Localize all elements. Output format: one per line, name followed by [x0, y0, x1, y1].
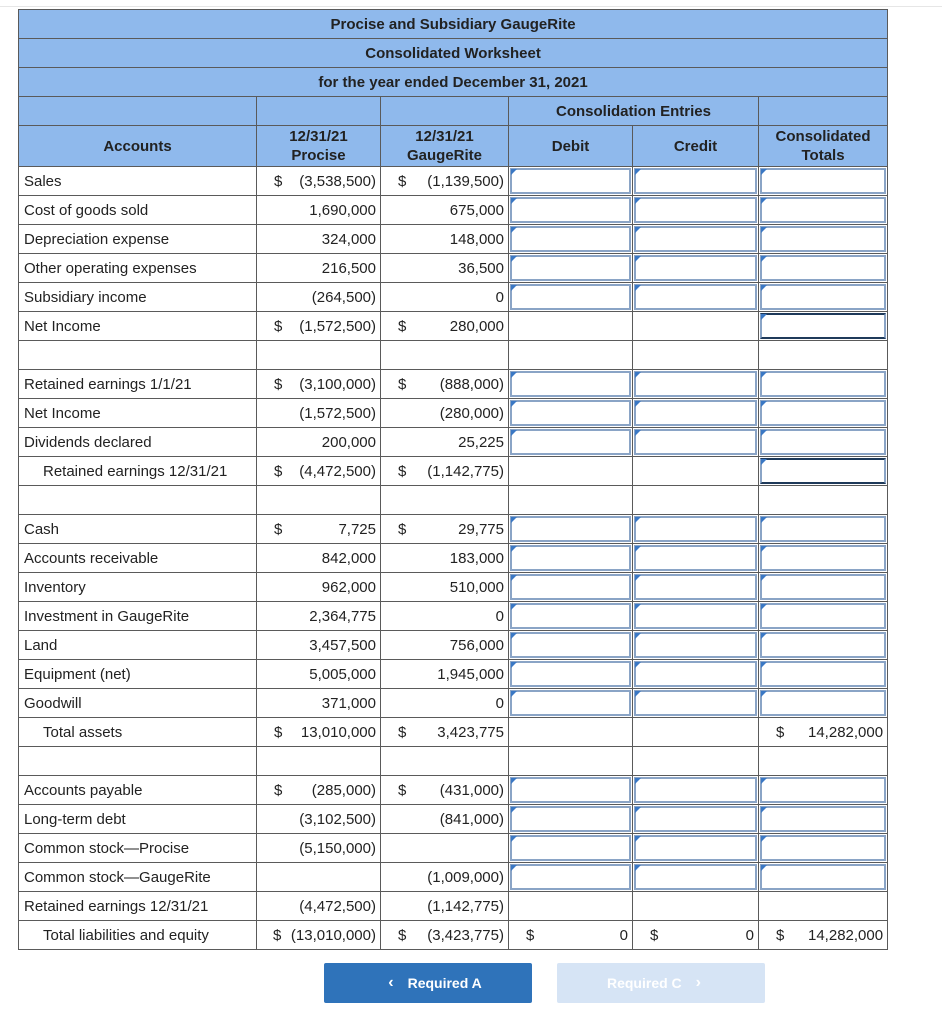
debit-cell — [509, 892, 633, 921]
entry-flag-icon — [635, 865, 641, 871]
entry-flag-icon — [511, 372, 517, 378]
dollar-sign: $ — [274, 723, 283, 741]
entry-flag-icon — [761, 285, 767, 291]
gaugerite-amount: (431,000) — [439, 781, 504, 799]
account-label: Other operating expenses — [19, 254, 257, 283]
entry-flag-icon — [511, 430, 517, 436]
procise-value: (4,472,500) — [257, 892, 381, 921]
entry-flag-icon — [635, 633, 641, 639]
gaugerite-amount: 29,775 — [458, 520, 504, 538]
gaugerite-value: (1,009,000) — [381, 863, 509, 892]
consolidated-amount: 14,282,000 — [808, 723, 884, 741]
entry-flag-icon — [761, 314, 767, 320]
procise-value: 842,000 — [257, 544, 381, 573]
dollar-sign: $ — [274, 520, 283, 538]
gaugerite-value — [381, 718, 509, 747]
gaugerite-value: 1,945,000 — [381, 660, 509, 689]
worksheet-title-name: Consolidated Worksheet — [19, 39, 888, 68]
consolidated-input[interactable] — [759, 457, 888, 486]
dollar-sign: $ — [526, 926, 535, 944]
credit-input[interactable] — [633, 254, 759, 283]
procise-value: 200,000 — [257, 428, 381, 457]
header-accounts: Accounts — [19, 126, 257, 167]
account-label: Land — [19, 631, 257, 660]
entry-flag-icon — [511, 604, 517, 610]
debit-input[interactable] — [509, 167, 633, 196]
table-row — [19, 225, 888, 254]
entry-flag-icon — [511, 169, 517, 175]
entry-flag-icon — [635, 227, 641, 233]
entry-flag-icon — [761, 778, 767, 784]
entry-flag-icon — [761, 836, 767, 842]
header-consolidation-entries: Consolidation Entries — [509, 97, 759, 126]
header-consolidated-totals — [759, 126, 888, 167]
account-label: Net Income — [19, 399, 257, 428]
account-label: Accounts payable — [19, 776, 257, 805]
entry-flag-icon — [511, 285, 517, 291]
gaugerite-value: (841,000) — [381, 805, 509, 834]
credit-cell — [633, 312, 759, 341]
gaugerite-value: 675,000 — [381, 196, 509, 225]
entry-flag-icon — [511, 807, 517, 813]
table-row — [19, 718, 888, 747]
account-label: Goodwill — [19, 689, 257, 718]
entry-flag-icon — [761, 430, 767, 436]
entry-flag-icon — [635, 836, 641, 842]
header-gaugerite-date: 12/31/21 — [415, 128, 474, 145]
debit-input[interactable] — [509, 863, 633, 892]
dollar-sign: $ — [398, 375, 407, 393]
table-row — [19, 515, 888, 544]
dollar-sign: $ — [274, 172, 283, 190]
worksheet-title-company: Procise and Subsidiary GaugeRite — [19, 10, 888, 39]
entry-flag-icon — [511, 401, 517, 407]
entry-flag-icon — [761, 807, 767, 813]
credit-total-amount: 0 — [745, 926, 754, 944]
account-label: Dividends declared — [19, 428, 257, 457]
debit-input[interactable] — [509, 805, 633, 834]
consolidated-value — [759, 921, 888, 950]
spacer-row — [19, 341, 888, 370]
procise-amount: (3,100,000) — [299, 375, 376, 393]
table-row — [19, 283, 888, 312]
header-procise-date: 12/31/21 — [289, 128, 348, 145]
table-row — [19, 660, 888, 689]
required-a-label: Required A — [407, 975, 482, 991]
procise-value: (1,572,500) — [257, 399, 381, 428]
dollar-sign: $ — [776, 723, 785, 741]
debit-input[interactable] — [509, 834, 633, 863]
table-row — [19, 573, 888, 602]
dollar-sign: $ — [398, 520, 407, 538]
entry-flag-icon — [761, 198, 767, 204]
procise-value — [257, 776, 381, 805]
debit-input[interactable] — [509, 370, 633, 399]
procise-value: 324,000 — [257, 225, 381, 254]
chevron-right-icon: › — [695, 974, 701, 991]
gaugerite-amount: (3,423,775) — [427, 926, 504, 944]
account-label: Equipment (net) — [19, 660, 257, 689]
entry-flag-icon — [761, 459, 767, 465]
entry-flag-icon — [761, 372, 767, 378]
credit-total — [633, 921, 759, 950]
header-consolidated-2: Totals — [801, 147, 845, 164]
procise-value — [257, 312, 381, 341]
credit-input[interactable] — [633, 225, 759, 254]
entry-flag-icon — [635, 691, 641, 697]
entry-flag-icon — [635, 517, 641, 523]
consolidated-input[interactable] — [759, 631, 888, 660]
procise-amount: (1,572,500) — [299, 317, 376, 335]
procise-value: 1,690,000 — [257, 196, 381, 225]
credit-input[interactable] — [633, 370, 759, 399]
debit-input[interactable] — [509, 399, 633, 428]
debit-total-amount: 0 — [619, 926, 628, 944]
entry-flag-icon — [761, 517, 767, 523]
entry-flag-icon — [635, 662, 641, 668]
entry-flag-icon — [761, 169, 767, 175]
table-row — [19, 370, 888, 399]
consolidated-input[interactable] — [759, 167, 888, 196]
header-blank — [257, 97, 381, 126]
credit-input[interactable] — [633, 689, 759, 718]
entry-flag-icon — [761, 256, 767, 262]
account-label: Long-term debt — [19, 805, 257, 834]
credit-input[interactable] — [633, 196, 759, 225]
consolidated-input[interactable] — [759, 689, 888, 718]
entry-flag-icon — [635, 778, 641, 784]
consolidated-worksheet — [18, 9, 888, 950]
consolidated-input[interactable] — [759, 602, 888, 631]
procise-value: 2,364,775 — [257, 602, 381, 631]
procise-value: (3,102,500) — [257, 805, 381, 834]
credit-input[interactable] — [633, 399, 759, 428]
entry-flag-icon — [635, 285, 641, 291]
account-label: Cost of goods sold — [19, 196, 257, 225]
consolidated-input[interactable] — [759, 660, 888, 689]
procise-value: (264,500) — [257, 283, 381, 312]
entry-flag-icon — [511, 517, 517, 523]
credit-input[interactable] — [633, 834, 759, 863]
consolidated-input[interactable] — [759, 776, 888, 805]
table-row — [19, 312, 888, 341]
entry-flag-icon — [635, 807, 641, 813]
procise-amount: 7,725 — [338, 520, 376, 538]
entry-flag-icon — [761, 691, 767, 697]
debit-input[interactable] — [509, 660, 633, 689]
dollar-sign: $ — [274, 781, 283, 799]
procise-value — [257, 515, 381, 544]
header-blank — [381, 97, 509, 126]
table-row — [19, 167, 888, 196]
debit-cell — [509, 312, 633, 341]
entry-flag-icon — [761, 662, 767, 668]
debit-total — [509, 921, 633, 950]
consolidated-input[interactable] — [759, 428, 888, 457]
credit-input[interactable] — [633, 167, 759, 196]
procise-value — [257, 921, 381, 950]
entry-flag-icon — [761, 401, 767, 407]
consolidated-input[interactable] — [759, 544, 888, 573]
debit-input[interactable] — [509, 602, 633, 631]
procise-value — [257, 370, 381, 399]
credit-input[interactable] — [633, 283, 759, 312]
header-blank — [759, 97, 888, 126]
account-label: Net Income — [19, 312, 257, 341]
gaugerite-value: 148,000 — [381, 225, 509, 254]
procise-amount: (285,000) — [311, 781, 376, 799]
credit-input[interactable] — [633, 805, 759, 834]
procise-value — [257, 718, 381, 747]
procise-amount: 13,010,000 — [300, 723, 376, 741]
consolidated-input[interactable] — [759, 515, 888, 544]
table-row — [19, 196, 888, 225]
dollar-sign: $ — [398, 926, 407, 944]
account-label: Common stock—Procise — [19, 834, 257, 863]
procise-value: 5,005,000 — [257, 660, 381, 689]
consolidated-input[interactable] — [759, 399, 888, 428]
entry-flag-icon — [511, 546, 517, 552]
required-c-button[interactable] — [557, 963, 765, 1003]
credit-input[interactable] — [633, 660, 759, 689]
account-label: Total assets — [19, 718, 257, 747]
procise-value: 962,000 — [257, 573, 381, 602]
procise-value: 3,457,500 — [257, 631, 381, 660]
entry-flag-icon — [635, 372, 641, 378]
table-row — [19, 689, 888, 718]
dollar-sign: $ — [274, 375, 283, 393]
dollar-sign: $ — [398, 781, 407, 799]
entry-flag-icon — [635, 604, 641, 610]
entry-flag-icon — [761, 546, 767, 552]
procise-amount: (13,010,000) — [290, 926, 376, 944]
consolidated-input[interactable] — [759, 225, 888, 254]
credit-input[interactable] — [633, 631, 759, 660]
gaugerite-value — [381, 515, 509, 544]
gaugerite-value: 25,225 — [381, 428, 509, 457]
entry-flag-icon — [635, 256, 641, 262]
entry-flag-icon — [511, 256, 517, 262]
entry-flag-icon — [761, 633, 767, 639]
entry-flag-icon — [635, 575, 641, 581]
required-c-label: Required C — [606, 975, 682, 991]
gaugerite-value: 0 — [381, 602, 509, 631]
account-label: Depreciation expense — [19, 225, 257, 254]
account-label: Investment in GaugeRite — [19, 602, 257, 631]
credit-cell — [633, 457, 759, 486]
table-row — [19, 631, 888, 660]
header-gaugerite-name: GaugeRite — [406, 147, 482, 164]
account-label: Retained earnings 12/31/21 — [19, 892, 257, 921]
debit-input[interactable] — [509, 225, 633, 254]
table-row — [19, 892, 888, 921]
credit-input[interactable] — [633, 515, 759, 544]
entry-flag-icon — [635, 401, 641, 407]
gaugerite-amount: (1,142,775) — [427, 462, 504, 480]
credit-input[interactable] — [633, 602, 759, 631]
gaugerite-value: 36,500 — [381, 254, 509, 283]
consolidated-amount: 14,282,000 — [808, 926, 884, 944]
dollar-sign: $ — [776, 926, 785, 944]
debit-input[interactable] — [509, 573, 633, 602]
required-a-button[interactable] — [324, 963, 532, 1003]
account-label: Total liabilities and equity — [19, 921, 257, 950]
entry-flag-icon — [761, 575, 767, 581]
account-label: Cash — [19, 515, 257, 544]
gaugerite-value — [381, 370, 509, 399]
entry-flag-icon — [511, 633, 517, 639]
debit-input[interactable] — [509, 689, 633, 718]
gaugerite-value: (280,000) — [381, 399, 509, 428]
credit-cell — [633, 892, 759, 921]
credit-input[interactable] — [633, 776, 759, 805]
table-row — [19, 254, 888, 283]
debit-input[interactable] — [509, 515, 633, 544]
gaugerite-value — [381, 457, 509, 486]
account-label: Subsidiary income — [19, 283, 257, 312]
entry-flag-icon — [511, 836, 517, 842]
procise-value — [257, 457, 381, 486]
gaugerite-value: 756,000 — [381, 631, 509, 660]
gaugerite-value — [381, 776, 509, 805]
procise-amount: (3,538,500) — [299, 172, 376, 190]
header-blank — [19, 97, 257, 126]
dollar-sign: $ — [398, 172, 407, 190]
table-row — [19, 863, 888, 892]
consolidated-input[interactable] — [759, 573, 888, 602]
gaugerite-value — [381, 312, 509, 341]
entry-flag-icon — [761, 227, 767, 233]
entry-flag-icon — [511, 778, 517, 784]
debit-input[interactable] — [509, 776, 633, 805]
table-row — [19, 399, 888, 428]
procise-value: (5,150,000) — [257, 834, 381, 863]
credit-input[interactable] — [633, 573, 759, 602]
header-gaugerite — [381, 126, 509, 167]
consolidated-value — [759, 718, 888, 747]
debit-input[interactable] — [509, 254, 633, 283]
credit-input[interactable] — [633, 544, 759, 573]
account-label: Accounts receivable — [19, 544, 257, 573]
procise-value: 371,000 — [257, 689, 381, 718]
dollar-sign: $ — [398, 462, 407, 480]
gaugerite-amount: (1,139,500) — [427, 172, 504, 190]
debit-input[interactable] — [509, 631, 633, 660]
entry-flag-icon — [635, 169, 641, 175]
entry-flag-icon — [761, 865, 767, 871]
consolidated-cell — [759, 892, 888, 921]
table-row — [19, 544, 888, 573]
gaugerite-value: 183,000 — [381, 544, 509, 573]
dollar-sign: $ — [274, 462, 283, 480]
credit-input[interactable] — [633, 428, 759, 457]
procise-value — [257, 167, 381, 196]
table-row — [19, 602, 888, 631]
chevron-left-icon: ‹ — [388, 974, 394, 991]
consolidated-input[interactable] — [759, 254, 888, 283]
entry-flag-icon — [511, 198, 517, 204]
debit-input[interactable] — [509, 428, 633, 457]
consolidated-input[interactable] — [759, 283, 888, 312]
dollar-sign: $ — [273, 926, 282, 944]
entry-flag-icon — [511, 575, 517, 581]
dollar-sign: $ — [398, 317, 407, 335]
header-credit: Credit — [633, 126, 759, 167]
entry-flag-icon — [761, 604, 767, 610]
gaugerite-value — [381, 834, 509, 863]
gaugerite-amount: 280,000 — [449, 317, 504, 335]
table-row — [19, 805, 888, 834]
entry-flag-icon — [511, 865, 517, 871]
gaugerite-value: (1,142,775) — [381, 892, 509, 921]
table-row — [19, 457, 888, 486]
debit-input[interactable] — [509, 283, 633, 312]
header-procise-name: Procise — [291, 147, 346, 164]
consolidated-input[interactable] — [759, 805, 888, 834]
dollar-sign: $ — [274, 317, 283, 335]
account-label: Retained earnings 12/31/21 — [19, 457, 257, 486]
entry-flag-icon — [511, 691, 517, 697]
gaugerite-value: 510,000 — [381, 573, 509, 602]
gaugerite-value: 0 — [381, 283, 509, 312]
header-consolidated-1: Consolidated — [775, 128, 871, 145]
entry-flag-icon — [635, 198, 641, 204]
spacer-row — [19, 747, 888, 776]
debit-input[interactable] — [509, 196, 633, 225]
header-debit: Debit — [509, 126, 633, 167]
account-label: Retained earnings 1/1/21 — [19, 370, 257, 399]
account-label: Sales — [19, 167, 257, 196]
procise-amount: (4,472,500) — [299, 462, 376, 480]
dollar-sign: $ — [398, 723, 407, 741]
consolidated-input[interactable] — [759, 834, 888, 863]
table-row — [19, 834, 888, 863]
table-row — [19, 921, 888, 950]
consolidated-input[interactable] — [759, 196, 888, 225]
debit-cell — [509, 457, 633, 486]
consolidated-input[interactable] — [759, 370, 888, 399]
consolidated-input[interactable] — [759, 312, 888, 341]
gaugerite-amount: 3,423,775 — [437, 723, 504, 741]
debit-cell — [509, 718, 633, 747]
gaugerite-value — [381, 921, 509, 950]
procise-value: 216,500 — [257, 254, 381, 283]
account-label: Inventory — [19, 573, 257, 602]
debit-input[interactable] — [509, 544, 633, 573]
spacer-row — [19, 486, 888, 515]
consolidated-input[interactable] — [759, 863, 888, 892]
worksheet-title-period: for the year ended December 31, 2021 — [19, 68, 888, 97]
entry-flag-icon — [511, 662, 517, 668]
credit-cell — [633, 718, 759, 747]
dollar-sign: $ — [650, 926, 659, 944]
entry-flag-icon — [635, 430, 641, 436]
credit-input[interactable] — [633, 863, 759, 892]
gaugerite-amount: (888,000) — [439, 375, 504, 393]
account-label: Common stock—GaugeRite — [19, 863, 257, 892]
gaugerite-value — [381, 167, 509, 196]
gaugerite-value: 0 — [381, 689, 509, 718]
procise-value — [257, 863, 381, 892]
entry-flag-icon — [635, 546, 641, 552]
entry-flag-icon — [511, 227, 517, 233]
top-divider — [0, 6, 942, 7]
table-row — [19, 428, 888, 457]
table-row — [19, 776, 888, 805]
header-procise — [257, 126, 381, 167]
